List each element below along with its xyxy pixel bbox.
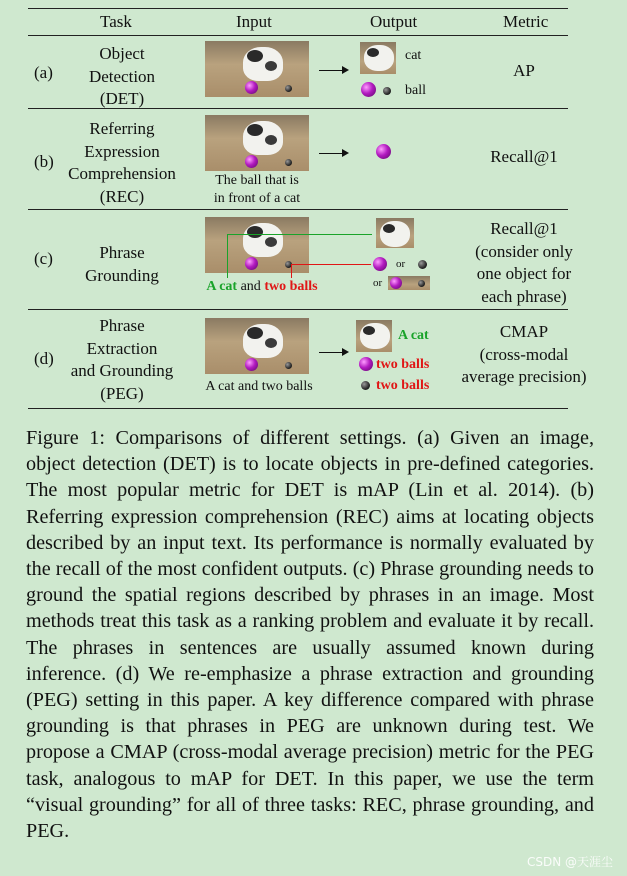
output-ball-d-1	[359, 357, 373, 371]
figure-caption: Figure 1: Comparisons of different settings. (a) Given an image, object detection (DET) is to locate objects in pre-defined categories. The most popular metric for DET is mAP (Lin et al. 2014). (b) Referring expression comprehension (REC) aims at locating objects described by an input text. Its performance is normally evaluated by the recall of the most confident outputs. (c) Phrase grounding needs to ground the spatial regions described by phrases in an image. Most methods treat this task as a ranking problem and evaluate it by recall. The phrases in sentences are usually assumed known during inference. (d) We re-emphasize a phrase extraction and grounding (PEG) setting in this paper. A key difference compared with phrase grounding is that phrases in PEG are unknown during test. We propose a CMAP (cross-modal average precision) metric for the PEG task, analogous to mAP for DET. In this paper, we use the term “visual grounding” for all of three tasks: REC, phrase grounding, and PEG.	[26, 427, 594, 843]
arrow-d	[319, 352, 347, 353]
watermark: CSDN @天涯尘	[526, 855, 613, 869]
phrase-two-balls: two balls	[264, 279, 318, 294]
header-metric: Metric	[503, 12, 549, 31]
output-cat-label-a: cat	[405, 48, 422, 63]
arrow-b	[319, 153, 347, 154]
red-connector-vertical	[291, 264, 292, 278]
header-rule	[28, 35, 568, 36]
header-task: Task	[100, 12, 132, 31]
output-balls-label-d-1: two balls	[376, 357, 430, 372]
output-small-ball-a	[383, 87, 391, 95]
header-output: Output	[370, 12, 418, 31]
phrase-a-cat: A cat	[206, 279, 238, 294]
output-cat-crop-a	[360, 42, 396, 74]
row-label-d: (d)	[34, 349, 54, 368]
output-ball-c	[373, 257, 387, 271]
green-connector-vertical	[227, 234, 228, 278]
task-phrase-grounding: Phrase Grounding	[85, 243, 159, 285]
arrow-a	[319, 70, 347, 71]
task-peg: Phrase Extraction and Grounding (PEG)	[70, 316, 174, 403]
input-text-d: A cat and two balls	[205, 379, 313, 394]
output-balls-label-d-2: two balls	[376, 378, 430, 393]
or-label-2: or	[373, 277, 383, 289]
task-det: Object Detection (DET)	[88, 44, 156, 108]
output-balls-crop-c	[388, 276, 430, 290]
metric-recall1-c: Recall@1 (consider only one object for each phrase)	[475, 219, 573, 306]
output-cat-crop-c	[376, 218, 414, 248]
or-label-1: or	[396, 258, 406, 270]
row-label-b: (b)	[34, 152, 54, 171]
row-label-c: (c)	[34, 249, 53, 268]
table-bottom-rule	[28, 408, 568, 409]
input-image-d	[205, 318, 309, 374]
output-cat-crop-d	[356, 320, 392, 352]
output-ball-a	[361, 82, 376, 97]
metric-cmap: CMAP (cross-modal average precision)	[461, 322, 587, 386]
output-small-ball-d	[361, 381, 370, 390]
table-top-rule	[28, 8, 568, 9]
header-input: Input	[236, 12, 272, 31]
comparison-table	[28, 8, 587, 408]
row-label-a: (a)	[34, 63, 53, 82]
output-ball-b	[376, 144, 391, 159]
green-connector-horizontal	[227, 234, 372, 235]
input-text-b: The ball that is in front of a cat	[213, 173, 301, 206]
task-rec: Referring Expression Comprehension (REC)	[68, 119, 176, 206]
output-ball-label-a: ball	[405, 83, 426, 98]
metric-ap: AP	[513, 61, 535, 80]
metric-recall1-b: Recall@1	[490, 147, 558, 166]
input-text-c: A cat and two balls	[206, 279, 318, 294]
output-small-ball-c	[418, 260, 427, 269]
row-rule-b	[28, 209, 568, 210]
row-rule-c	[28, 309, 568, 310]
input-image-a	[205, 41, 309, 97]
row-rule-a	[28, 108, 568, 109]
red-connector-horizontal	[291, 264, 371, 265]
input-image-b	[205, 115, 309, 171]
output-cat-label-d: A cat	[398, 328, 429, 343]
